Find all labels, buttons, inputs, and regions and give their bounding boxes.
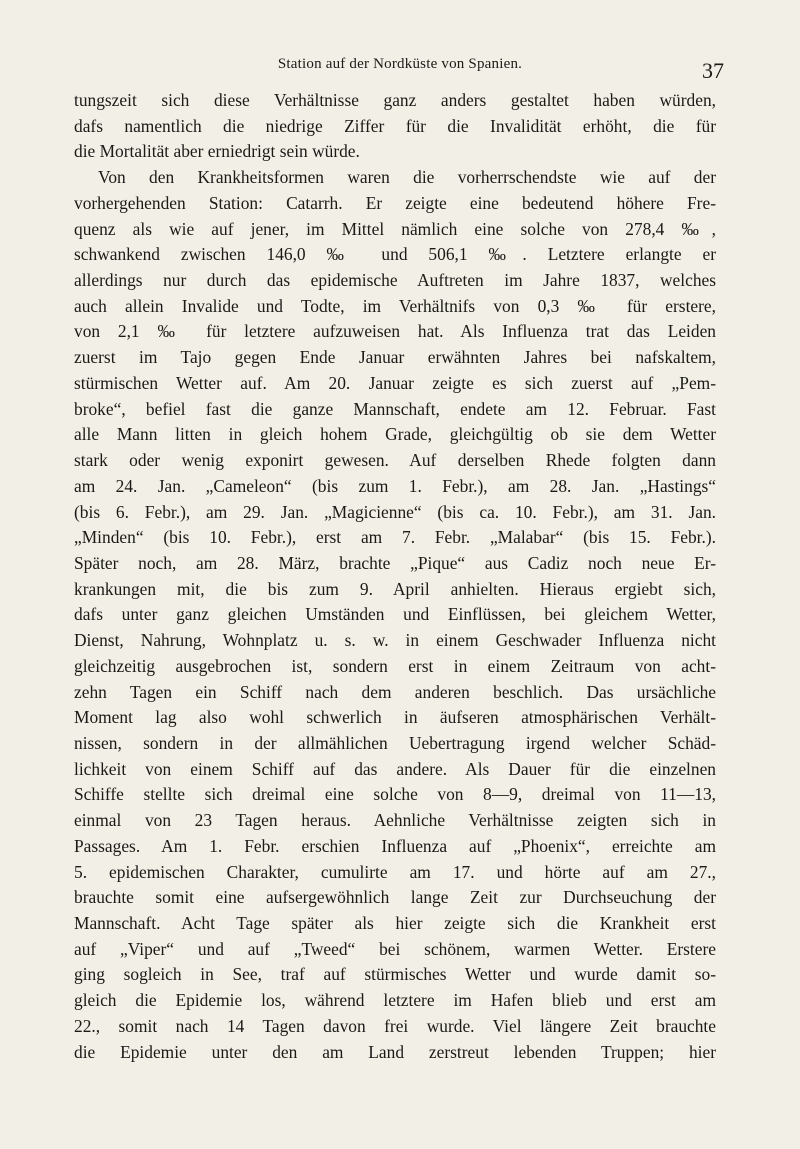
text-line: stürmischen Wetter auf. Am 20. Januar zeigte es sich zuerst auf „Pem- bbox=[74, 372, 716, 393]
text-line: von 2,1 ‰ für letztere aufzuweisen hat. Als Influenza trat das Leiden bbox=[74, 321, 716, 342]
text-line: brauchte somit eine aufsergewöhnlich lange Zeit zur Durchseuchung der bbox=[74, 887, 716, 908]
text-line: auch allein Invalide und Todte, im Verhältnifs von 0,3 ‰ für erstere, bbox=[74, 295, 716, 316]
page-number: 37 bbox=[702, 58, 724, 83]
text-line: krankungen mit, die bis zum 9. April anhielten. Hieraus ergiebt sich, bbox=[74, 578, 716, 599]
text-line: die Epidemie unter den am Land zerstreut lebenden Truppen; hier bbox=[74, 1041, 716, 1062]
text-line: lichkeit von einem Schiff auf das andere. Als Dauer für die einzelnen bbox=[74, 758, 716, 779]
text-line: 22., somit nach 14 Tagen davon frei wurde. Viel längere Zeit brauchte bbox=[74, 1015, 716, 1036]
text-line: die Mortalität aber erniedrigt sein würde. bbox=[74, 141, 360, 162]
body-text bbox=[74, 88, 716, 1065]
text-line: alle Mann litten in gleich hohem Grade, gleichgültig ob sie dem Wetter bbox=[74, 424, 716, 445]
text-line: Schiffe stellte sich dreimal eine solche von 8—9, dreimal von 11—13, bbox=[74, 784, 716, 805]
text-line: tungszeit sich diese Verhältnisse ganz anders gestaltet haben würden, bbox=[74, 90, 716, 110]
text-line: ging sogleich in See, traf auf stürmisches Wetter und wurde damit so- bbox=[74, 964, 716, 985]
text-line: zehn Tagen ein Schiff nach dem anderen beschlich. Das ursächliche bbox=[74, 681, 716, 702]
text-line: allerdings nur durch das epidemische Auftreten im Jahre 1837, welches bbox=[74, 270, 716, 291]
text-line: einmal von 23 Tagen heraus. Aehnliche Verhältnisse zeigten sich in bbox=[74, 810, 716, 831]
text-line: am 24. Jan. „Cameleon“ (bis zum 1. Febr.), am 28. Jan. „Hastings“ bbox=[74, 475, 716, 496]
text-line: Von den Krankheitsformen waren die vorherrschendste wie auf der bbox=[98, 167, 716, 188]
text-line: auf „Viper“ und auf „Tweed“ bei schönem, warmen Wetter. Erstere bbox=[74, 938, 716, 959]
text-line: stark oder wenig exponirt gewesen. Auf derselben Rhede folgten dann bbox=[74, 450, 716, 471]
text-line: schwankend zwischen 146,0 ‰ und 506,1 ‰. Letztere erlangte er bbox=[74, 244, 716, 265]
text-line: Mannschaft. Acht Tage später als hier zeigte sich die Krankheit erst bbox=[74, 913, 716, 933]
text-line: dafs unter ganz gleichen Umständen und Einflüssen, bei gleichem Wetter, bbox=[74, 604, 716, 625]
text-line: gleichzeitig ausgebrochen ist, sondern erst in einem Zeitraum von acht- bbox=[74, 655, 716, 676]
text-line: Moment lag also wohl schwerlich in äufseren atmosphärischen Verhält- bbox=[74, 707, 716, 728]
text-line: zuerst im Tajo gegen Ende Januar erwähnten Jahres bei nafskaltem, bbox=[74, 347, 716, 368]
text-line: Dienst, Nahrung, Wohnplatz u. s. w. in einem Geschwader Influenza nicht bbox=[74, 630, 716, 651]
text-line: 5. epidemischen Charakter, cumulirte am 17. und hörte auf am 27., bbox=[74, 861, 716, 882]
text-line: quenz als wie auf jener, im Mittel nämlich eine solche von 278,4 ‰, bbox=[74, 218, 716, 239]
text-line: (bis 6. Febr.), am 29. Jan. „Magicienne“ (bis ca. 10. Febr.), am 31. Jan. bbox=[74, 501, 716, 522]
text-line: nissen, sondern in der allmählichen Uebertragung irgend welcher Schäd- bbox=[74, 732, 716, 753]
text-line: Passages. Am 1. Febr. erschien Influenza auf „Phoenix“, erreichte am bbox=[74, 835, 716, 856]
text-line: dafs namentlich die niedrige Ziffer für die Invalidität erhöht, die für bbox=[74, 115, 716, 136]
text-line: gleich die Epidemie los, während letztere im Hafen blieb und erst am bbox=[74, 990, 716, 1011]
text-line: Später noch, am 28. März, brachte „Pique“ aus Cadiz noch neue Er- bbox=[74, 552, 716, 573]
running-title: Station auf der Nordküste von Spanien. bbox=[277, 56, 523, 72]
text-line: broke“, befiel fast die ganze Mannschaft, endete am 12. Februar. Fast bbox=[74, 398, 716, 419]
text-line: vorhergehenden Station: Catarrh. Er zeigte eine bedeutend höhere Fre- bbox=[74, 192, 716, 213]
text-line: „Minden“ (bis 10. Febr.), erst am 7. Febr. „Malabar“ (bis 15. Febr.). bbox=[74, 527, 716, 548]
